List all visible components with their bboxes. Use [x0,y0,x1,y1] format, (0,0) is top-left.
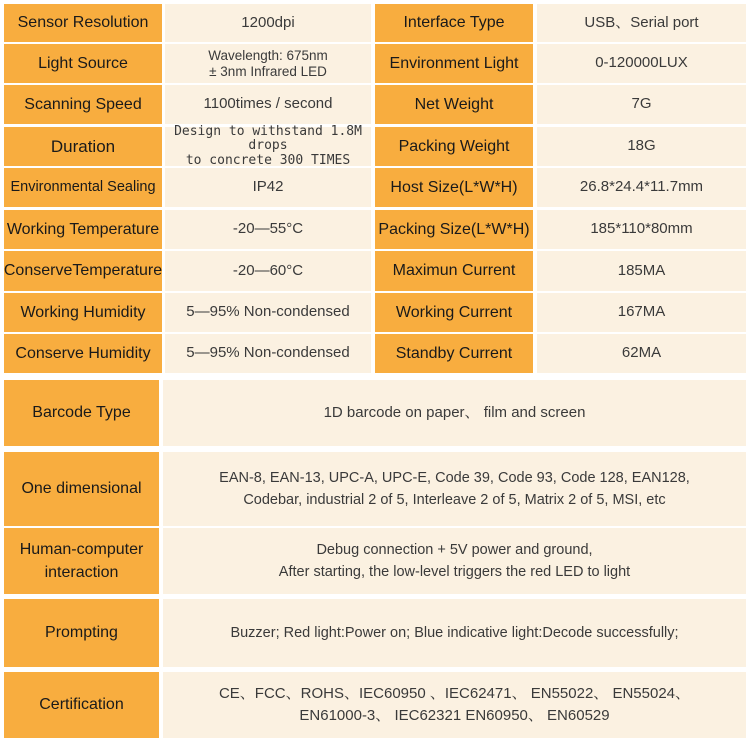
label-text: Net Weight [414,95,494,113]
value-conserve-temperature [165,251,371,291]
value-text: Wavelength: 675nm [208,48,328,64]
label-host-size [375,168,533,207]
label-light-source [4,44,162,83]
value-duration [165,123,371,168]
value-text: Buzzer; Red light:Power on; Blue indicative light:Decode successfully; [230,624,679,641]
value-text: Codebar, industrial 2 of 5, Interleave 2 of 5, Matrix 2 of 5, MSI, etc [243,492,666,508]
label-working-humidity [4,293,162,332]
label-text: Interface Type [403,14,505,32]
label-conserve-humidity [4,334,162,373]
label-text: Prompting [45,624,118,642]
label-packing-size [375,210,533,249]
value-human-computer-interaction [163,528,746,594]
label-conserve-temperature [4,251,162,291]
label-text: Environment Light [389,54,519,72]
label-text: Environmental Sealing [10,179,156,196]
value-text: 5—95% Non-condensed [186,303,350,321]
value-packing-size [537,210,746,249]
label-text: Human-computer [19,540,144,558]
value-text: IP42 [252,178,284,196]
label-environment-light [375,44,533,83]
value-sensor-resolution [165,4,371,42]
label-human-computer-interaction [4,528,159,594]
value-text: -20—55°C [232,220,304,238]
value-text: -20—60°C [232,261,304,279]
value-text: ± 3nm Infrared LED [209,63,327,79]
value-conserve-humidity [165,334,371,373]
value-text: 26.8*24.4*11.7mm [579,178,704,196]
label-text: Working Humidity [20,303,146,321]
value-working-temperature [165,210,371,249]
label-one-dimensional [4,452,159,526]
value-prompting [163,599,746,667]
label-text: Sensor Resolution [17,14,149,32]
label-scanning-speed [4,85,162,124]
label-text: Packing Size(L*W*H) [378,220,530,238]
label-text: Duration [50,136,116,156]
value-barcode-type [163,380,746,446]
label-net-weight [375,85,533,124]
value-text: 0-120000LUX [595,54,688,72]
label-text: Conserve Humidity [15,344,151,362]
value-standby-current [537,334,746,373]
label-text: ConserveTemperature [3,262,163,280]
label-text: Scanning Speed [24,95,142,113]
label-text: Barcode Type [32,404,131,422]
value-net-weight [537,85,746,124]
value-scanning-speed [165,85,371,124]
label-text: Standby Current [395,344,513,362]
value-text: Debug connection + 5V power and ground, [316,541,593,558]
label-environmental-sealing [4,168,162,207]
label-text: Light Source [38,54,128,72]
value-text: EN61000-3、 IEC62321 EN60950、 EN60529 [299,707,610,724]
value-text: 5—95% Non-condensed [186,344,350,362]
label-standby-current [375,334,533,373]
value-text: USB、Serial port [584,13,699,31]
value-packing-weight [537,127,746,166]
label-text: Working Temperature [6,220,160,238]
label-text: Packing Weight [398,137,510,155]
value-working-current [537,293,746,332]
value-host-size [537,168,746,207]
value-certification [163,672,746,738]
label-text: Maximun Current [392,262,516,280]
label-barcode-type [4,380,159,446]
label-interface-type [375,4,533,42]
value-environment-light [537,44,746,83]
label-certification [4,672,159,738]
label-duration [4,127,162,166]
value-text: to concrete 300 TIMES [185,152,351,168]
label-working-current [375,293,533,332]
label-packing-weight [375,127,533,166]
value-text: 1D barcode on paper、 film and screen [323,403,586,421]
label-text: One dimensional [21,480,142,498]
value-text: 167MA [617,303,666,321]
label-text: Working Current [395,303,513,321]
value-maximun-current [537,251,746,291]
value-environmental-sealing [165,168,371,207]
value-interface-type [537,4,746,42]
label-sensor-resolution [4,4,162,42]
label-text: interaction [44,564,119,581]
value-text: 185MA [617,261,666,279]
value-text: CE、FCC、ROHS、IEC60950 、IEC62471、 EN55022、 EN55024、 [218,684,691,702]
label-text: Host Size(L*W*H) [390,178,518,196]
value-text: 1200dpi [241,13,295,31]
value-text: 185*110*80mm [590,220,693,238]
label-text: Certification [39,696,124,714]
value-text: After starting, the low-level triggers the red LED to light [278,564,631,580]
value-text: EAN-8, EAN-13, UPC-A, UPC-E, Code 39, Code 93, Code 128, EAN128, [219,469,690,486]
value-text: 1100times / second [203,95,333,113]
value-working-humidity [165,293,371,332]
value-text: 62MA [621,344,662,362]
value-text: Design to withstand 1.8M drops [174,123,362,154]
label-prompting [4,599,159,667]
value-one-dimensional [163,452,746,526]
value-light-source [165,44,371,83]
value-text: 7G [631,95,652,113]
label-maximun-current [375,251,533,291]
label-working-temperature [4,210,162,249]
value-text: 18G [627,137,656,155]
